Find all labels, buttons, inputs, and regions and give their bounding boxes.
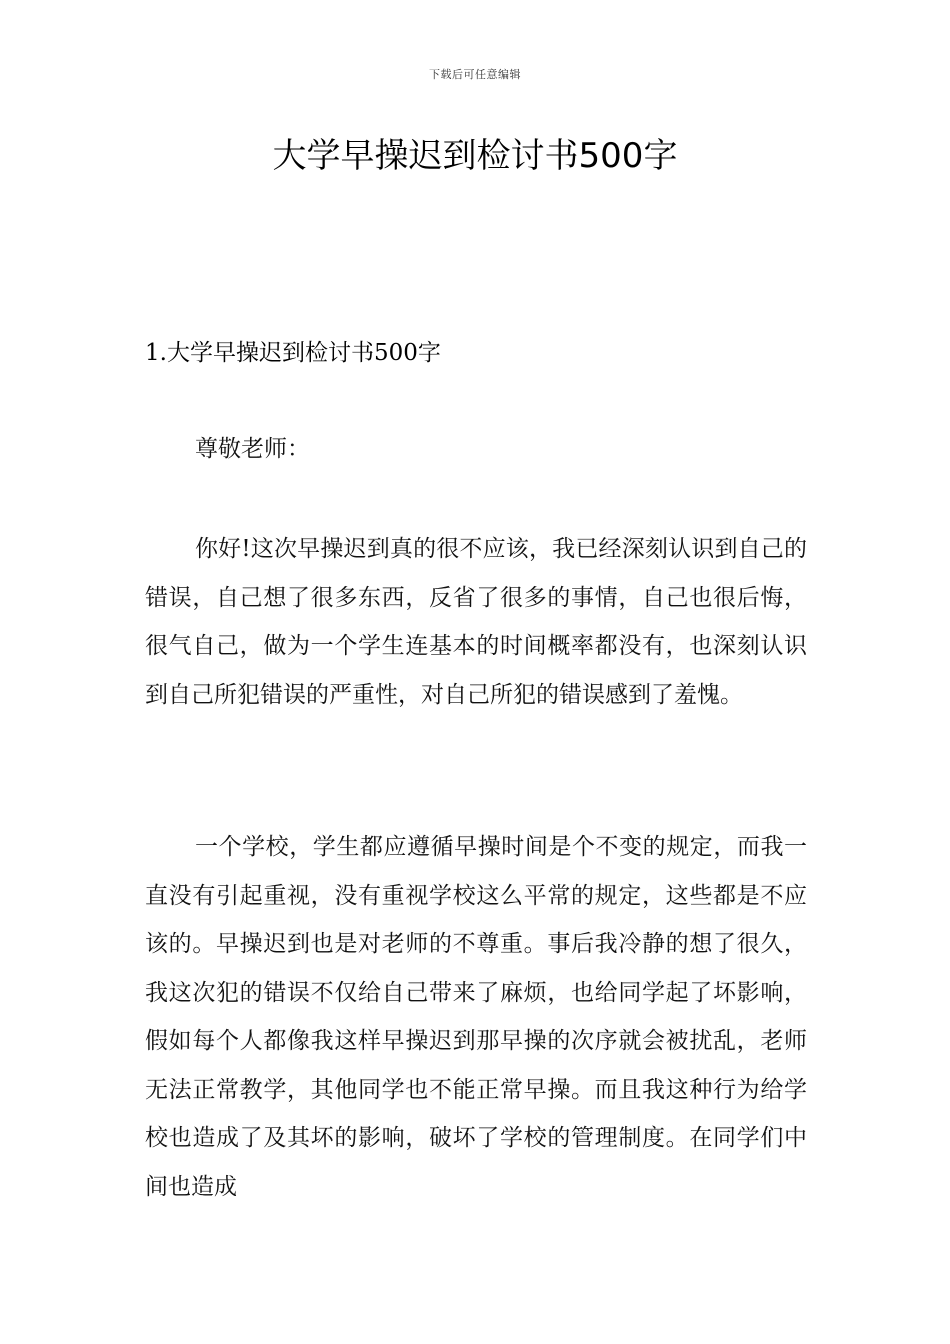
header-note: 下载后可任意编辑 bbox=[429, 68, 521, 81]
section-heading: 1.大学早操迟到检讨书500字 bbox=[145, 340, 441, 366]
paragraph-1: 你好!这次早操迟到真的很不应该，我已经深刻认识到自己的错误，自己想了很多东西，反省了很多的事情，自己也很后悔，很气自己，做为一个学生连基本的时间概率都没有，也深刻认识到自己所犯错误的严重性，对自己所犯的错误感到了羞愧。 bbox=[145, 536, 807, 708]
salutation: 尊敬老师： bbox=[195, 436, 310, 462]
paragraph-2: 一个学校，学生都应遵循早操时间是个不变的规定，而我一直没有引起重视，没有重视学校这么平常的规定，这些都是不应该的。早操迟到也是对老师的不尊重。事后我冷静的想了很久，我这次犯的错误不仅给自己带来了麻烦，也给同学起了坏影响，假如每个人都像我这样早操迟到那早操的次序就会被扰乱，老师无法正常教学，其他同学也不能正常早操。而且我这种行为给学校也造成了及其坏的影响，破坏了学校的管理制度。在同学们中间也造成 bbox=[145, 834, 807, 1200]
document-title: 大学早操迟到检讨书500字 bbox=[272, 136, 678, 176]
